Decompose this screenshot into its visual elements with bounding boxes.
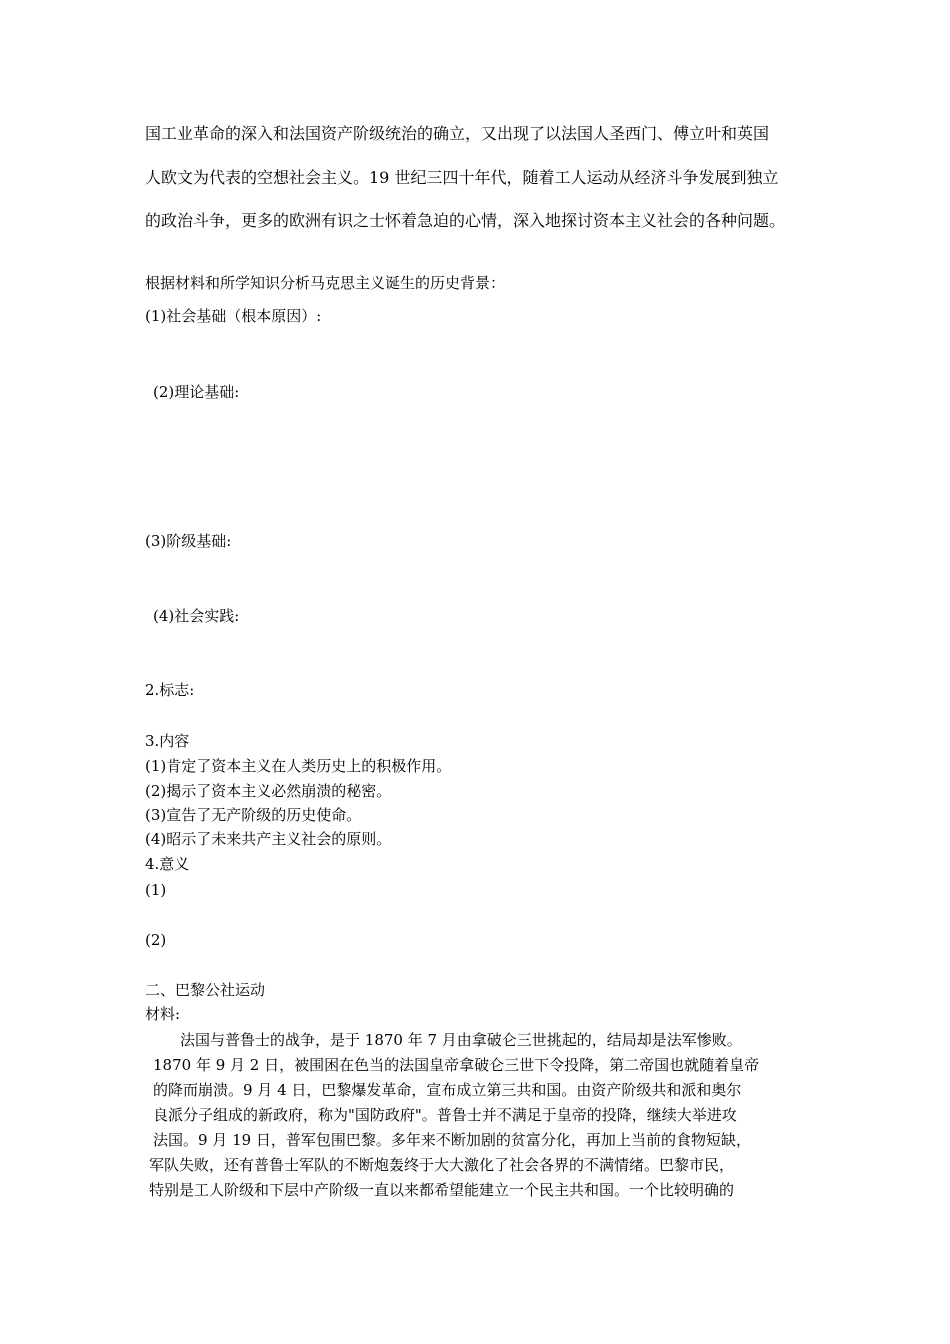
material-line: 1870 年 9 月 2 日，被围困在色当的法国皇帝拿破仑三世下令投降，第二帝国也就随着皇帝 <box>153 1056 760 1074</box>
question-item: (2)理论基础: <box>153 383 240 401</box>
content-item: (2)揭示了资本主义必然崩溃的秘密。 <box>145 782 392 800</box>
part-2-heading: 二、巴黎公社运动 <box>145 981 266 999</box>
significance-item: (1) <box>145 881 167 899</box>
content-item: (3)宣告了无产阶级的历史使命。 <box>145 806 362 824</box>
material-label: 材料: <box>145 1005 181 1023</box>
material-line: 的降而崩溃。9 月 4 日，巴黎爆发革命，宣布成立第三共和国。由资产阶级共和派和奥尔 <box>153 1081 742 1099</box>
intro-line: 的政治斗争，更多的欧洲有识之士怀着急迫的心情，深入地探讨资本主义社会的各种问题。 <box>145 211 786 230</box>
question-item: (1)社会基础（根本原因）: <box>145 307 322 325</box>
material-line: 法国与普鲁士的战争，是于 1870 年 7 月由拿破仑三世挑起的，结局却是法军惨败。 <box>180 1031 742 1049</box>
intro-line: 国工业革命的深入和法国资产阶级统治的确立，又出现了以法国人圣西门、傅立叶和英国 <box>145 124 770 143</box>
material-line: 法国。9 月 19 日，普军包围巴黎。多年来不断加剧的贫富分化，再加上当前的食物短缺， <box>153 1131 751 1149</box>
content-item: (4)昭示了未来共产主义社会的原则。 <box>145 830 392 848</box>
material-line: 军队失败，还有普鲁士军队的不断炮轰终于大大激化了社会各界的不满情绪。巴黎市民， <box>149 1156 735 1174</box>
question-item: (3)阶级基础: <box>145 532 232 550</box>
section-4-heading: 4.意义 <box>145 855 190 873</box>
question-item: (4)社会实践: <box>153 607 240 625</box>
material-line: 特别是工人阶级和下层中产阶级一直以来都希望能建立一个民主共和国。一个比较明确的 <box>149 1181 735 1199</box>
section-3-heading: 3.内容 <box>145 732 190 750</box>
content-item: (1)肯定了资本主义在人类历史上的积极作用。 <box>145 757 452 775</box>
significance-item: (2) <box>145 931 167 949</box>
material-line: 良派分子组成的新政府，称为"国防政府"。普鲁士并不满足于皇帝的投降，继续大举进攻 <box>153 1106 737 1124</box>
section-2-label: 2.标志: <box>145 681 195 699</box>
question-prompt: 根据材料和所学知识分析马克思主义诞生的历史背景： <box>145 274 506 292</box>
intro-line: 人欧文为代表的空想社会主义。19 世纪三四十年代，随着工人运动从经济斗争发展到独立 <box>145 168 779 187</box>
